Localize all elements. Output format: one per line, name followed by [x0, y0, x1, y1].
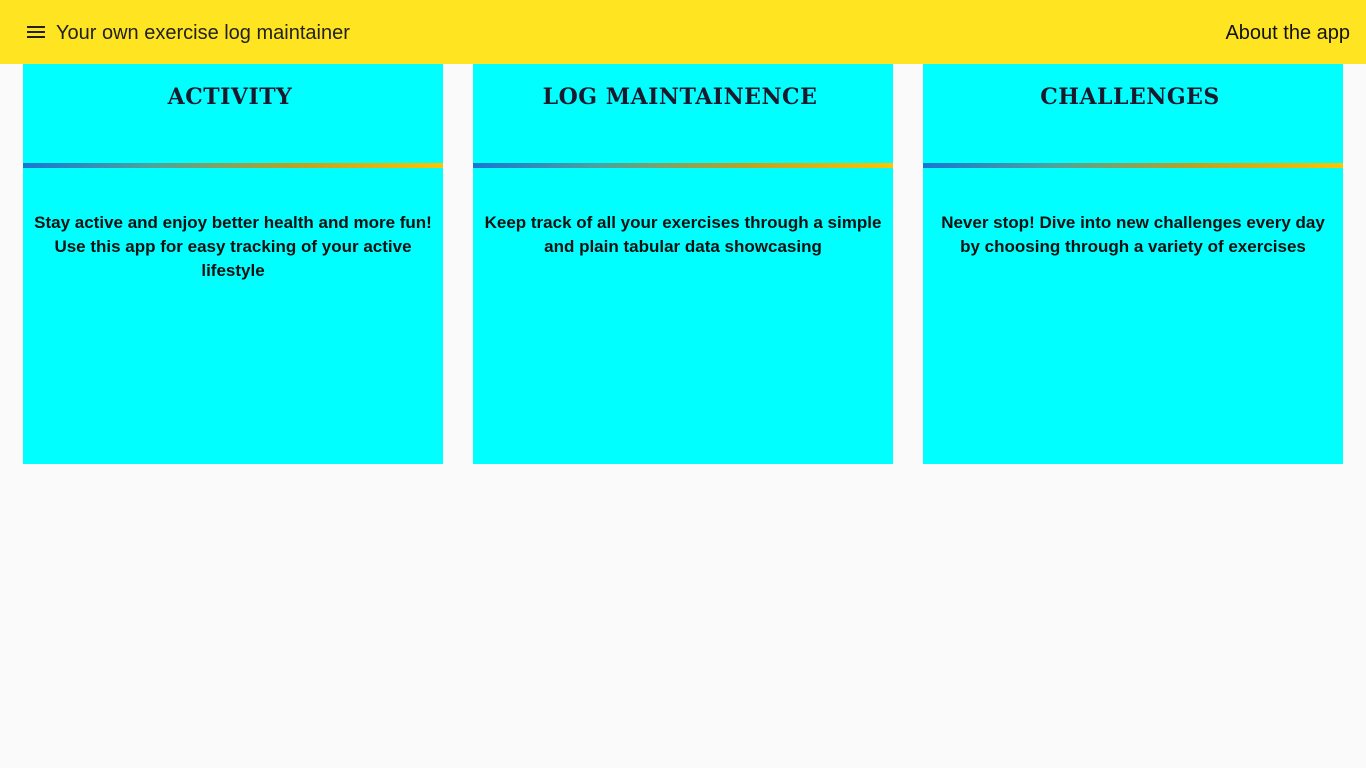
card-title: LOG MAINTAINENCE	[542, 84, 818, 110]
menu-icon[interactable]	[24, 23, 48, 41]
challenges-card	[923, 64, 1343, 464]
app-title: Your own exercise log maintainer	[56, 22, 350, 44]
about-app-link[interactable]: About the app	[1225, 22, 1350, 44]
menu-icon-glyph	[24, 23, 48, 41]
card-title: CHALLENGES	[1040, 84, 1220, 110]
app-toolbar	[0, 0, 1366, 64]
card-divider	[923, 163, 1343, 168]
activity-card	[23, 64, 443, 464]
card-title: ACTIVITY	[167, 84, 293, 110]
card-divider	[23, 163, 443, 168]
card-description: Keep track of all your exercises through a simple and plain tabular data showcasing	[484, 213, 882, 256]
card-description: Never stop! Dive into new challenges every day by choosing through a variety of exercises	[941, 213, 1325, 256]
card-description: Stay active and enjoy better health and more fun! Use this app for easy tracking of your active lifestyle	[34, 213, 432, 280]
card-divider	[473, 163, 893, 168]
log-maintainence-card	[473, 64, 893, 464]
